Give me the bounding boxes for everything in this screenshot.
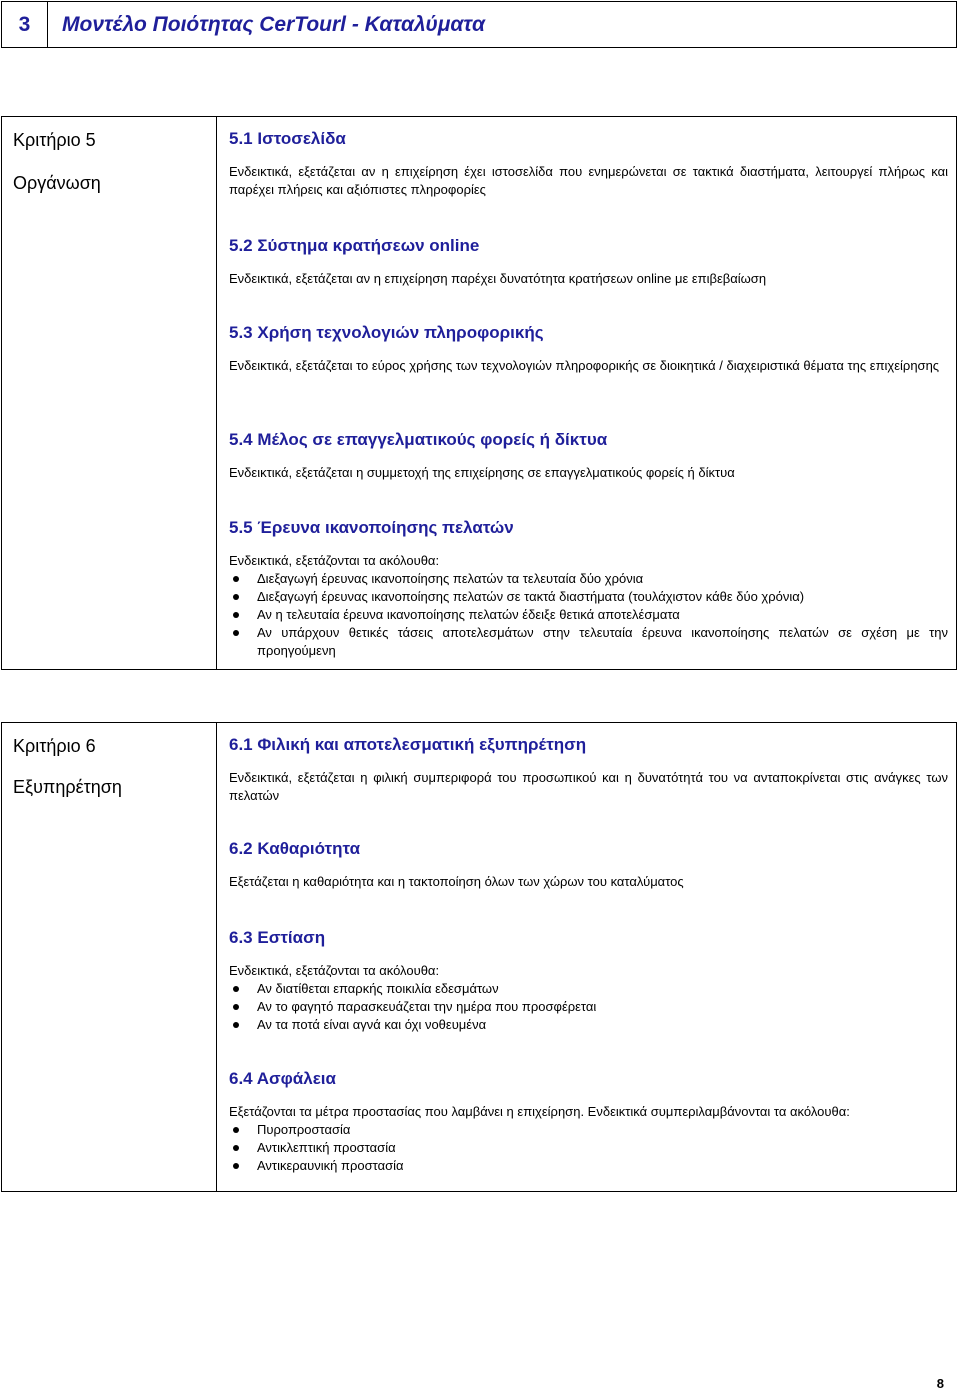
section-5-2-title: 5.2 Σύστημα κρατήσεων online	[229, 236, 480, 255]
section-5-3	[229, 323, 948, 375]
chapter-title: Μοντέλο Ποιότητας CerTourl - Καταλύματα	[62, 12, 486, 36]
section-5-3-title: 5.3 Χρήση τεχνολογιών πληροφορικής	[229, 323, 544, 342]
section-6-4-list	[229, 1121, 948, 1175]
criterion-6-name: Εξυπηρέτηση	[13, 777, 122, 797]
section-5-5	[229, 518, 948, 660]
section-5-1-title: 5.1 Ιστοσελίδα	[229, 129, 346, 148]
section-6-3-list	[229, 980, 948, 1034]
section-6-2-title: 6.2 Καθαριότητα	[229, 839, 361, 858]
list-item: Αν υπάρχουν θετικές τάσεις αποτελεσμάτων στην τελευταία έρευνα ικανοποίησης πελατών σε σχέση με την προηγούμενη	[229, 624, 948, 660]
list-item: Αντικεραυνική προστασία	[229, 1157, 948, 1175]
section-6-1-title: 6.1 Φιλική και αποτελεσματική εξυπηρέτηση	[229, 735, 587, 754]
page-number: 8	[936, 1376, 944, 1391]
list-item: Αν η τελευταία έρευνα ικανοποίησης πελατών έδειξε θετικά αποτελέσματα	[229, 606, 948, 624]
section-6-4-title: 6.4 Ασφάλεια	[229, 1069, 336, 1088]
section-6-3-title: 6.3 Εστίαση	[229, 928, 326, 947]
section-5-5-title: 5.5 Έρευνα ικανοποίησης πελατών	[229, 518, 514, 537]
criterion-5-label: Κριτήριο 5	[13, 130, 96, 150]
section-5-4	[229, 430, 948, 482]
list-item: Διεξαγωγή έρευνας ικανοποίησης πελατών τα τελευταία δύο χρόνια	[229, 570, 948, 588]
section-6-4	[229, 1069, 948, 1175]
list-item: Αν το φαγητό παρασκευάζεται την ημέρα που προσφέρεται	[229, 998, 948, 1016]
section-6-4-text: Εξετάζονται τα μέτρα προστασίας που λαμβάνει η επιχείρηση. Ενδεικτικά συμπεριλαμβάνονται τα ακόλουθα:	[229, 1104, 850, 1119]
list-item: Διεξαγωγή έρευνας ικανοποίησης πελατών σε τακτά διαστήματα (τουλάχιστον κάθε δύο χρόνια)	[229, 588, 948, 606]
section-5-2-text: Ενδεικτικά, εξετάζεται αν η επιχείρηση παρέχει δυνατότητα κρατήσεων online με επιβεβαίωση	[229, 271, 767, 286]
section-6-2	[229, 839, 948, 891]
list-item: Αν διατίθεται επαρκής ποικιλία εδεσμάτων	[229, 980, 948, 998]
section-6-3	[229, 928, 948, 1034]
list-item: Πυροπροστασία	[229, 1121, 948, 1139]
section-5-4-title: 5.4 Μέλος σε επαγγελματικούς φορείς ή δίκτυα	[229, 430, 608, 449]
chapter-number: 3	[2, 2, 48, 47]
section-5-1-text: Ενδεικτικά, εξετάζεται αν η επιχείρηση έχει ιστοσελίδα που ενημερώνεται σε τακτικά διαστήματα, λειτουργεί πλήρως και παρέχει πλήρεις και αξιόπιστες πληροφορίες	[229, 164, 948, 197]
list-item: Αντικλεπτική προστασία	[229, 1139, 948, 1157]
criterion-6-label: Κριτήριο 6	[13, 736, 96, 756]
section-5-5-text: Ενδεικτικά, εξετάζονται τα ακόλουθα:	[229, 553, 440, 568]
section-5-4-text: Ενδεικτικά, εξετάζεται η συμμετοχή της επιχείρησης σε επαγγελματικούς φορείς ή δίκτυα	[229, 465, 735, 480]
section-6-1-text: Ενδεικτικά, εξετάζεται η φιλική συμπεριφορά του προσωπικού και η δυνατότητά του να ανταποκρίνεται στις ανάγκες των πελατών	[229, 770, 948, 803]
criterion-5-box	[1, 116, 957, 670]
section-6-2-text: Εξετάζεται η καθαριότητα και η τακτοποίηση όλων των χώρων του καταλύματος	[229, 874, 684, 889]
list-item: Αν τα ποτά είναι αγνά και όχι νοθευμένα	[229, 1016, 948, 1034]
section-6-1	[229, 735, 948, 805]
section-5-2	[229, 236, 948, 288]
section-6-3-text: Ενδεικτικά, εξετάζονται τα ακόλουθα:	[229, 963, 440, 978]
criterion-5-name: Οργάνωση	[13, 173, 101, 193]
section-5-1	[229, 129, 948, 199]
section-5-3-text: Ενδεικτικά, εξετάζεται το εύρος χρήσης των τεχνολογιών πληροφορικής σε διοικητικά / διαχειριστικά θέματα της επιχείρησης	[229, 358, 940, 373]
criterion-5-label-column	[2, 117, 217, 669]
criterion-6-label-column	[2, 723, 217, 1191]
criterion-6-box	[1, 722, 957, 1192]
section-5-5-list	[229, 570, 948, 660]
chapter-header	[1, 1, 957, 48]
